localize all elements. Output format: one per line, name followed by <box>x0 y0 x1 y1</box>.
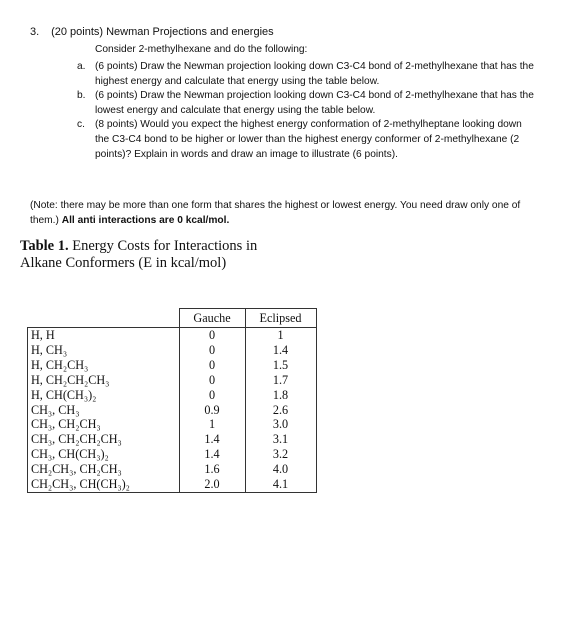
energy-table <box>27 308 317 493</box>
interaction-label: CH₂CH₃, CH₂CH₃ <box>28 462 180 477</box>
table-title-line2: Alkane Conformers (E in kcal/mol) <box>20 255 227 271</box>
eclipsed-value: 1 <box>245 328 316 343</box>
gauche-value: 0.9 <box>179 403 245 418</box>
gauche-value: 1 <box>179 417 245 432</box>
part-b <box>77 89 537 118</box>
eclipsed-value: 1.7 <box>245 373 316 388</box>
question-header <box>30 26 274 38</box>
gauche-value: 0 <box>179 373 245 388</box>
part-letter: a. <box>77 61 86 72</box>
eclipsed-value: 1.8 <box>245 388 316 403</box>
table-title-label: Table 1. <box>20 238 69 254</box>
part-c <box>77 118 537 162</box>
table-row <box>28 358 317 373</box>
energy-table-wrapper <box>27 308 317 493</box>
interaction-label: CH₃, CH(CH₃)₂ <box>28 447 180 462</box>
eclipsed-value: 1.5 <box>245 358 316 373</box>
note <box>30 199 535 228</box>
interaction-label: CH₃, CH₂CH₂CH₃ <box>28 432 180 447</box>
table-row <box>28 328 317 343</box>
question-parts <box>77 60 537 162</box>
part-text: (6 points) Draw the Newman projection looking down C3-C4 bond of 2-methylhexane that has the highest energy and calculate that energy using the table below. <box>95 61 534 87</box>
part-a <box>77 60 537 89</box>
table-row <box>28 477 317 492</box>
gauche-value: 0 <box>179 388 245 403</box>
gauche-value: 2.0 <box>179 477 245 492</box>
interaction-label: H, CH₂CH₂CH₃ <box>28 373 180 388</box>
table-row <box>28 447 317 462</box>
part-letter: c. <box>77 119 85 131</box>
eclipsed-value: 3.2 <box>245 447 316 462</box>
header-blank <box>28 309 180 328</box>
interaction-label: CH₂CH₃, CH(CH₃)₂ <box>28 477 180 492</box>
table-row <box>28 388 317 403</box>
note-text: (Note: there may be more than one form that shares the highest or lowest energy. You need draw only one of them.) <box>30 200 521 226</box>
gauche-value: 0 <box>179 343 245 358</box>
part-text: (6 points) Draw the Newman projection looking down C3-C4 bond of 2-methylhexane that has the lowest energy and calculate that energy using the table below. <box>95 90 534 116</box>
table-row <box>28 373 317 388</box>
interaction-label: H, CH(CH₃)₂ <box>28 388 180 403</box>
table-row <box>28 417 317 432</box>
eclipsed-value: 3.1 <box>245 432 316 447</box>
table-row <box>28 403 317 418</box>
gauche-value: 0 <box>179 328 245 343</box>
eclipsed-value: 2.6 <box>245 403 316 418</box>
table-row <box>28 462 317 477</box>
interaction-label: H, H <box>28 328 180 343</box>
gauche-value: 1.6 <box>179 462 245 477</box>
header-gauche: Gauche <box>179 309 245 328</box>
table-header-row <box>28 309 317 328</box>
table-title <box>20 238 257 272</box>
table-row <box>28 343 317 358</box>
eclipsed-value: 4.1 <box>245 477 316 492</box>
interaction-label: H, CH₃ <box>28 343 180 358</box>
gauche-value: 1.4 <box>179 447 245 462</box>
part-text: (8 points) Would you expect the highest energy conformation of 2-methylheptane looking down the C3-C4 bond to be higher or lower than the highest energy conformer of 2-methylhexane (2 points)? Explain in words and draw an image to illustrate (6 points). <box>95 119 522 160</box>
interaction-label: CH₃, CH₂CH₃ <box>28 417 180 432</box>
header-eclipsed: Eclipsed <box>245 309 316 328</box>
question-intro: Consider 2-methylhexane and do the following: <box>95 44 308 55</box>
note-bold-text: All anti interactions are 0 kcal/mol. <box>61 214 230 226</box>
table-row <box>28 432 317 447</box>
interaction-label: H, CH₂CH₃ <box>28 358 180 373</box>
part-letter: b. <box>77 90 86 102</box>
gauche-value: 1.4 <box>179 432 245 447</box>
eclipsed-value: 3.0 <box>245 417 316 432</box>
table-title-line1: Energy Costs for Interactions in <box>72 238 258 254</box>
gauche-value: 0 <box>179 358 245 373</box>
eclipsed-value: 1.4 <box>245 343 316 358</box>
eclipsed-value: 4.0 <box>245 462 316 477</box>
question-title: (20 points) Newman Projections and energies <box>51 26 274 38</box>
question-number: 3. <box>30 26 40 38</box>
interaction-label: CH₃, CH₃ <box>28 403 180 418</box>
